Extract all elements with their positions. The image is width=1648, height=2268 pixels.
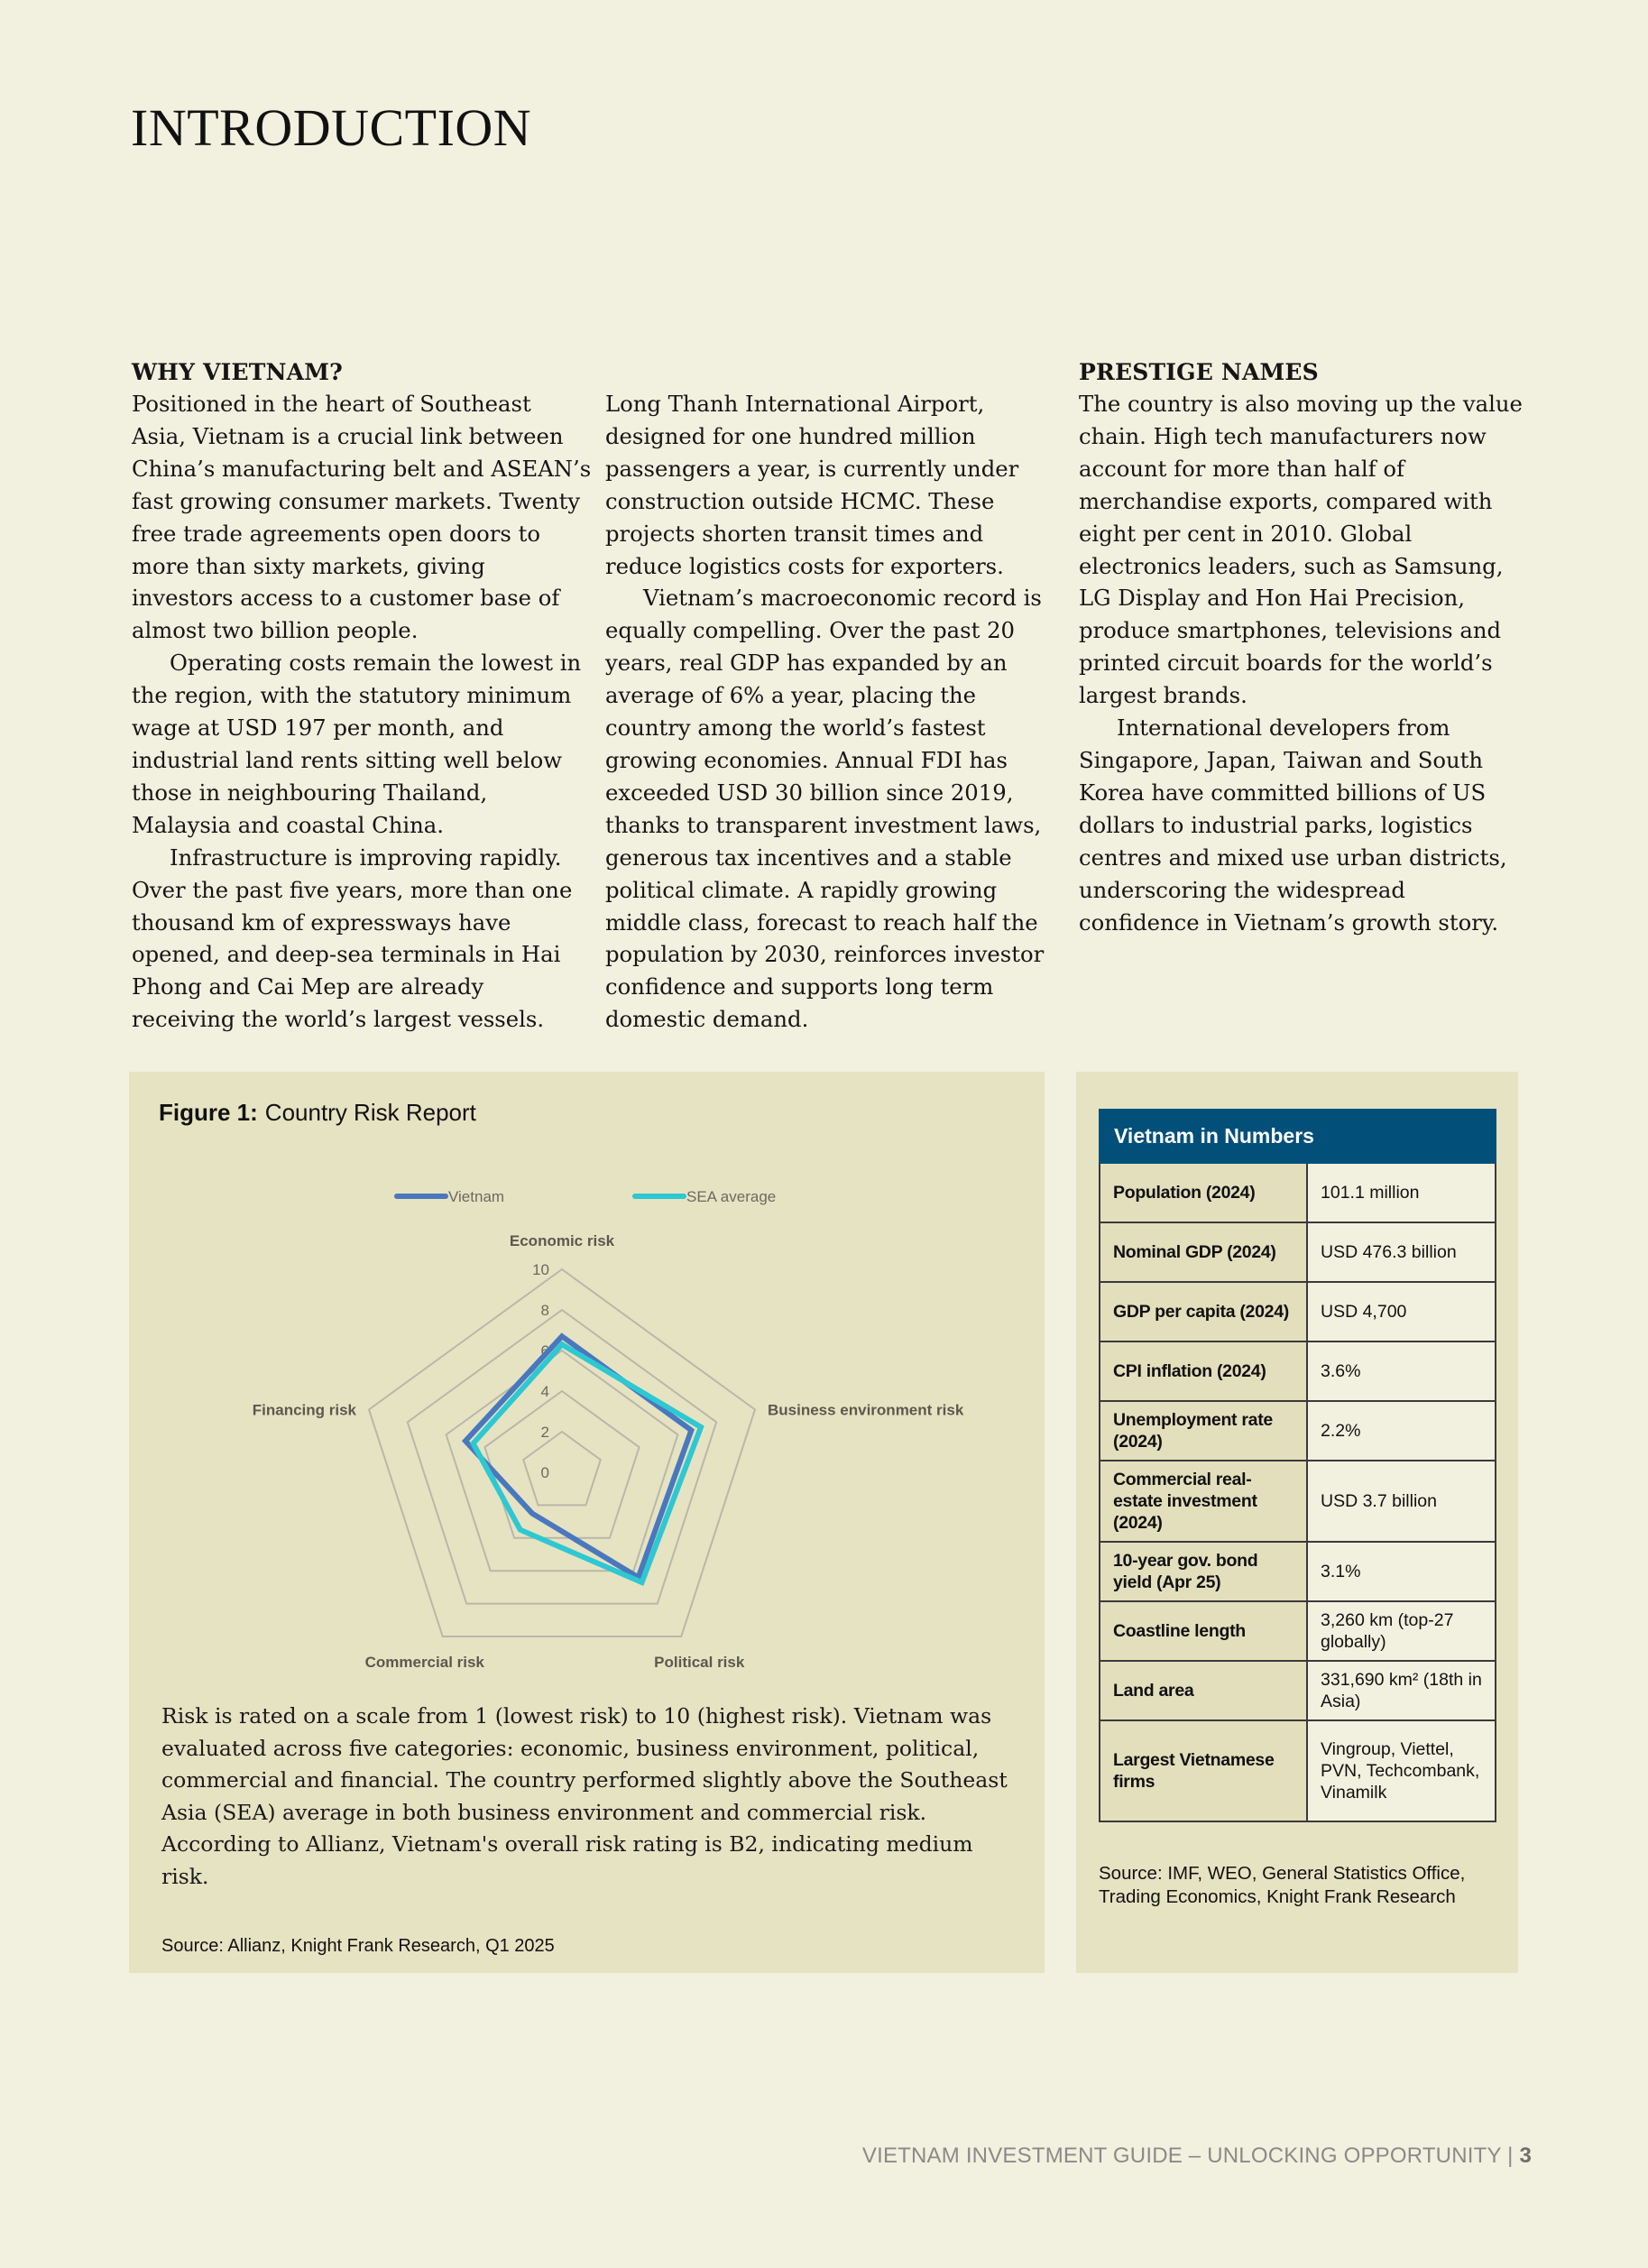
row-label: Largest Vietnamese firms [1100,1720,1307,1821]
column-why-vietnam [132,357,592,1036]
row-value: Vingroup, Viettel, PVN, Techcombank, Vinamilk [1307,1720,1496,1821]
axis-label: Financing risk [252,1401,357,1419]
row-label: Coastline length [1100,1601,1307,1661]
table-row [1100,1661,1496,1720]
grid-ring [523,1432,601,1505]
row-label: Land area [1100,1661,1307,1720]
numbers-panel [1076,1072,1518,1973]
footer-text: VIETNAM INVESTMENT GUIDE – UNLOCKING OPPORTUNITY | [861,2144,1520,2168]
tick-label: 4 [540,1383,549,1400]
row-value: 101.1 million [1307,1163,1496,1222]
tick-label: 2 [540,1424,549,1441]
row-label: Unemployment rate (2024) [1100,1401,1307,1461]
row-label: GDP per capita (2024) [1100,1282,1307,1341]
section-heading-why-vietnam: WHY VIETNAM? [132,359,343,385]
row-value: 331,690 km² (18th in Asia) [1307,1661,1496,1720]
table-row [1100,1163,1496,1222]
paragraph: Vietnam’s macroeconomic record is equally compelling. Over the past 20 years, real GDP has expanded by an average of 6% a year, placing the country among the world’s fastest growing economies. Annual FDI has exceeded USD 30 billion since 2019, thanks to transparent investment laws, generous tax incentives and a stable political climate. A rapidly growing middle class, forecast to reach half the population by 2030, reinforces investor confidence and supports long term domestic demand. [605,585,1045,1033]
radar-chart [129,1072,1045,1685]
row-value: 3.1% [1307,1542,1496,1601]
figure-label: Figure 1: [159,1099,258,1126]
numbers-source: Source: IMF, WEO, General Statistics Office, Trading Economics, Knight Frank Research [1099,1863,1466,1907]
table-row [1100,1461,1496,1542]
page-footer [862,2144,1532,2169]
tick-label: 6 [540,1342,549,1360]
figure-description: Risk is rated on a scale from 1 (lowest risk) to 10 (highest risk). Vietnam was evaluated across five categories: economic, business environment, political, commercial and financial. The country performed slightly above the Southeast Asia (SEA) average in both business environment and commercial risk. According to Allianz, Vietnam's overall risk rating is B2, indicating medium risk. [161,1703,1008,1889]
row-label: Population (2024) [1100,1163,1307,1222]
table-row [1100,1720,1496,1821]
legend-label: Vietnam [448,1188,505,1205]
table-row [1100,1341,1496,1401]
table-row [1100,1401,1496,1461]
row-value: USD 4,700 [1307,1282,1496,1341]
tick-label: 10 [532,1261,549,1278]
table-row [1100,1542,1496,1601]
row-label: CPI inflation (2024) [1100,1341,1307,1401]
figure-source: Source: Allianz, Knight Frank Research, Q1 2025 [161,1936,555,1956]
row-value: 2.2% [1307,1401,1496,1461]
axis-label: Business environment risk [767,1401,964,1419]
legend-label: SEA average [686,1188,777,1205]
column-prestige-names [1079,357,1530,938]
paragraph: The country is also moving up the value chain. High tech manufacturers now account for more than half of merchandise exports, compared with eight per cent in 2010. Global electronics leaders, such as Samsung, LG Display and Hon Hai Precision, produce smartphones, televisions and printed circuit boards for the world’s largest brands. [1079,391,1523,709]
paragraph: Infrastructure is improving rapidly. Over the past five years, more than one thousand km of expressways have opened, and deep-sea terminals in Hai Phong and Cai Mep are already receiving the world’s largest vessels. [132,844,573,1033]
row-label: Nominal GDP (2024) [1100,1222,1307,1282]
table-row [1100,1601,1496,1661]
tick-label: 0 [540,1464,549,1481]
axis-label: Political risk [654,1654,745,1672]
paragraph: Positioned in the heart of Southeast Asia, Vietnam is a crucial link between China’s manufacturing belt and ASEAN’s fast growing consumer markets. Twenty free trade agreements open doors to more than sixty markets, giving investors access to a customer base of almost two billion people. [132,391,592,644]
vietnam-in-numbers-table [1099,1109,1496,1822]
tick-label: 8 [540,1302,549,1319]
row-value: 3,260 km (top-27 globally) [1307,1601,1496,1661]
row-value: USD 476.3 billion [1307,1222,1496,1282]
row-label: 10-year gov. bond yield (Apr 25) [1100,1542,1307,1601]
axis-label: Commercial risk [364,1654,484,1672]
table-row [1100,1222,1496,1282]
grid-ring [484,1391,639,1538]
column-middle [605,388,1065,1036]
paragraph: International developers from Singapore, Japan, Taiwan and South Korea have committed billions of US dollars to industrial parks, logistics centres and mixed use urban districts, underscoring the widespread confidence in Vietnam’s growth story. [1079,715,1507,936]
section-heading-prestige-names: PRESTIGE NAMES [1079,359,1319,385]
figure-panel [129,1072,1045,1973]
paragraph: Operating costs remain the lowest in the region, with the statutory minimum wage at USD 197 per month, and industrial land rents sitting well below those in neighbouring Thailand, Malaysia and coastal China. [132,650,582,838]
page-number: 3 [1519,2144,1532,2168]
row-value: USD 3.7 billion [1307,1461,1496,1542]
row-value: 3.6% [1307,1341,1496,1401]
figure-caption: Country Risk Report [264,1099,476,1126]
row-label: Commercial real-estate investment (2024) [1100,1461,1307,1542]
paragraph: Long Thanh International Airport, designed for one hundred million passengers a year, is currently under construction outside HCMC. These projects shorten transit times and reduce logistics costs for exporters. [605,391,1019,579]
axis-label: Economic risk [509,1232,615,1249]
table-title: Vietnam in Numbers [1100,1110,1496,1163]
table-row [1100,1282,1496,1341]
grid-ring [369,1269,755,1636]
page-title: INTRODUCTION [131,98,532,157]
